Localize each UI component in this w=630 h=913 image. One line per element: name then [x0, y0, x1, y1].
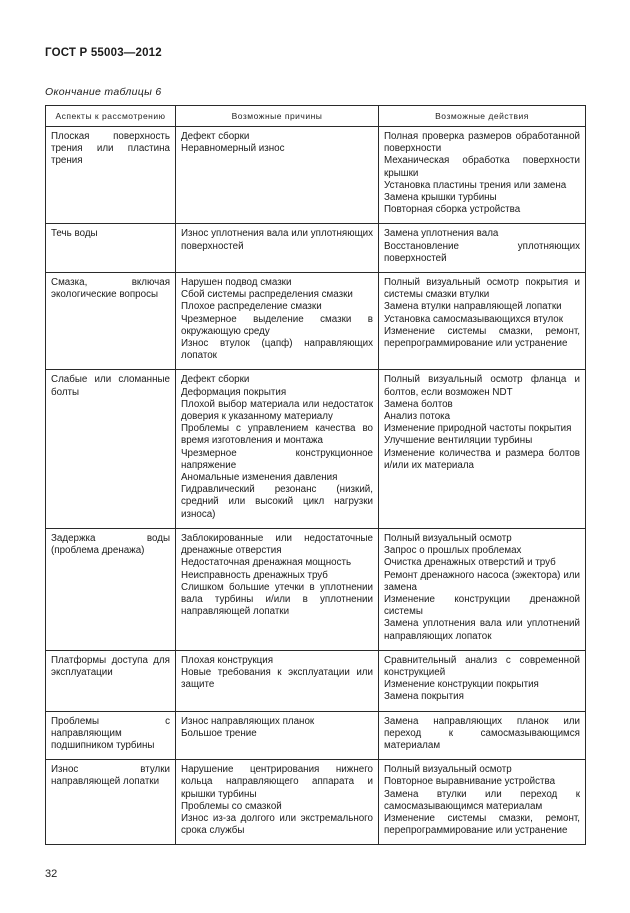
- actions-cell: [379, 224, 586, 273]
- cell-line: Замена уплотнения вала: [384, 228, 499, 240]
- cell-line: Полный визуальный осмотр: [384, 764, 512, 776]
- cell-line: Нарушение центрирования нижнего кольца направляющего аппарата и крышки турбины: [181, 764, 373, 800]
- cell-line: Чрезмерное выделение смазки в окружающую среду: [181, 313, 373, 337]
- cell-line: Заблокированные или недостаточные дренажные отверстия: [181, 532, 373, 557]
- cell-line: Неисправность дренажных труб: [181, 569, 328, 581]
- causes-cell: [176, 528, 379, 650]
- aspect-cell: [46, 528, 176, 650]
- aspect-cell: [46, 224, 176, 273]
- table-row: [46, 273, 586, 370]
- cell-line: Плохая конструкция: [181, 654, 274, 666]
- cell-line: Изменение системы смазки, ремонт, перепрограммирование или устранение: [384, 812, 580, 837]
- cell-line: Повторное выравнивание устройства: [384, 776, 556, 788]
- cell-line: Дефект сборки: [181, 374, 250, 386]
- cell-line: Чрезмерное конструкционное напряжение: [181, 447, 373, 471]
- cell-line: Замена покрытия: [384, 691, 464, 703]
- cell-line: Замена крышки турбины: [384, 192, 497, 204]
- cell-line: Износ втулки направляющей лопатки: [51, 764, 170, 788]
- causes-cell: [176, 711, 379, 760]
- cell-line: Проблемы с управлением качества во время изготовления и монтажа: [181, 423, 373, 447]
- cell-line: Деформация покрытия: [181, 386, 287, 398]
- defects-table: [45, 105, 586, 845]
- table-row: [46, 528, 586, 650]
- cell-line: Износ направляющих планок: [181, 715, 315, 727]
- cell-line: Аномальные изменения давления: [181, 472, 338, 484]
- cell-line: Очистка дренажных отверстий и труб: [384, 557, 556, 569]
- aspect-cell: [46, 370, 176, 528]
- cell-line: Платформы доступа для эксплуатации: [51, 654, 170, 678]
- column-header-aspects: Аспекты к рассмотрению: [46, 106, 176, 127]
- actions-cell: [379, 273, 586, 370]
- cell-line: Изменение конструкции покрытия: [384, 679, 539, 691]
- causes-cell: [176, 224, 379, 273]
- cell-line: Изменение системы смазки, ремонт, перепрограммирование или устранение: [384, 325, 580, 350]
- table-caption: Окончание таблицы 6: [45, 86, 162, 98]
- cell-line: Установка пластины трения или замена: [384, 179, 567, 191]
- cell-line: Износ уплотнения вала или уплотняющих поверхностей: [181, 228, 373, 252]
- table-body: [46, 127, 586, 845]
- cell-line: Улучшение вентиляции турбины: [384, 435, 533, 447]
- cell-line: Новые требования к эксплуатации или защите: [181, 666, 373, 691]
- cell-line: Слишком большие утечки в уплотнении вала турбины и/или в уплотнении направляющей лопатки: [181, 581, 373, 618]
- cell-line: Большое трение: [181, 727, 257, 739]
- actions-cell: [379, 370, 586, 528]
- table-header-row: [46, 106, 586, 127]
- cell-line: Замена втулки или переход к самосмазывающимся материалам: [384, 788, 580, 812]
- cell-line: Проблемы с направляющим подшипником турбины: [51, 715, 170, 751]
- column-header-causes: Возможные причины: [176, 106, 379, 127]
- cell-line: Изменение природной частоты покрытия: [384, 423, 572, 435]
- cell-line: Анализ потока: [384, 411, 451, 423]
- cell-line: Плохое распределение смазки: [181, 301, 322, 313]
- actions-cell: [379, 711, 586, 760]
- cell-line: Установка самосмазывающихся втулок: [384, 313, 564, 325]
- cell-line: Замена уплотнения вала или уплотнений направляющих лопаток: [384, 618, 580, 642]
- cell-line: Смазка, включая экологические вопросы: [51, 277, 170, 301]
- actions-cell: [379, 760, 586, 845]
- cell-line: Плохой выбор материала или недостаток доверия к указанному материалу: [181, 398, 373, 423]
- table-row: [46, 224, 586, 273]
- table-row: [46, 127, 586, 224]
- aspect-cell: [46, 650, 176, 711]
- cell-line: Повторная сборка устройства: [384, 204, 521, 216]
- actions-cell: [379, 650, 586, 711]
- cell-line: Замена болтов: [384, 398, 453, 410]
- page-number: 32: [45, 868, 58, 880]
- aspect-cell: [46, 273, 176, 370]
- column-header-actions: Возможные действия: [379, 106, 586, 127]
- cell-line: Сбой системы распределения смазки: [181, 289, 353, 301]
- cell-line: Гидравлический резонанс (низкий, средний или высокий цикл нагрузки износа): [181, 484, 373, 520]
- table-row: [46, 650, 586, 711]
- cell-line: Слабые или сломанные болты: [51, 374, 170, 398]
- cell-line: Полный визуальный осмотр: [384, 532, 512, 544]
- actions-cell: [379, 528, 586, 650]
- table-row: [46, 370, 586, 528]
- document-title: ГОСТ Р 55003—2012: [45, 47, 162, 59]
- cell-line: Изменение количества и размера болтов и/или их материала: [384, 447, 580, 471]
- cell-line: Недостаточная дренажная мощность: [181, 557, 352, 569]
- table-row: [46, 711, 586, 760]
- cell-line: Износ втулок (цапф) направляющих лопаток: [181, 338, 373, 362]
- causes-cell: [176, 370, 379, 528]
- cell-line: Механическая обработка поверхности крышки: [384, 155, 580, 179]
- aspect-cell: [46, 127, 176, 224]
- cell-line: Полная проверка размеров обработанной поверхности: [384, 131, 580, 155]
- cell-line: Ремонт дренажного насоса (эжектора) или замена: [384, 569, 580, 593]
- causes-cell: [176, 650, 379, 711]
- cell-line: Изменение конструкции дренажной системы: [384, 593, 580, 618]
- causes-cell: [176, 760, 379, 845]
- cell-line: Запрос о прошлых проблемах: [384, 545, 522, 557]
- cell-line: Полный визуальный осмотр фланца и болтов, если возможен NDT: [384, 374, 580, 398]
- cell-line: Задержка воды (проблема дренажа): [51, 532, 170, 557]
- cell-line: Износ из-за долгого или экстремального срока службы: [181, 812, 373, 837]
- cell-line: Полный визуальный осмотр покрытия и системы смазки втулки: [384, 277, 580, 301]
- cell-line: Нарушен подвод смазки: [181, 277, 292, 289]
- cell-line: Восстановление уплотняющих поверхностей: [384, 240, 580, 264]
- actions-cell: [379, 127, 586, 224]
- aspect-cell: [46, 760, 176, 845]
- cell-line: Течь воды: [51, 228, 98, 240]
- table-row: [46, 760, 586, 845]
- cell-line: Неравномерный износ: [181, 143, 285, 155]
- cell-line: Замена втулки направляющей лопатки: [384, 301, 562, 313]
- causes-cell: [176, 127, 379, 224]
- aspect-cell: [46, 711, 176, 760]
- cell-line: Плоская поверхность трения или пластина трения: [51, 131, 170, 167]
- cell-line: Дефект сборки: [181, 131, 250, 142]
- cell-line: Замена направляющих планок или переход к самосмазывающимся материалам: [384, 715, 580, 751]
- cell-line: Проблемы со смазкой: [181, 800, 282, 812]
- cell-line: Сравнительный анализ с современной конструкцией: [384, 654, 580, 678]
- causes-cell: [176, 273, 379, 370]
